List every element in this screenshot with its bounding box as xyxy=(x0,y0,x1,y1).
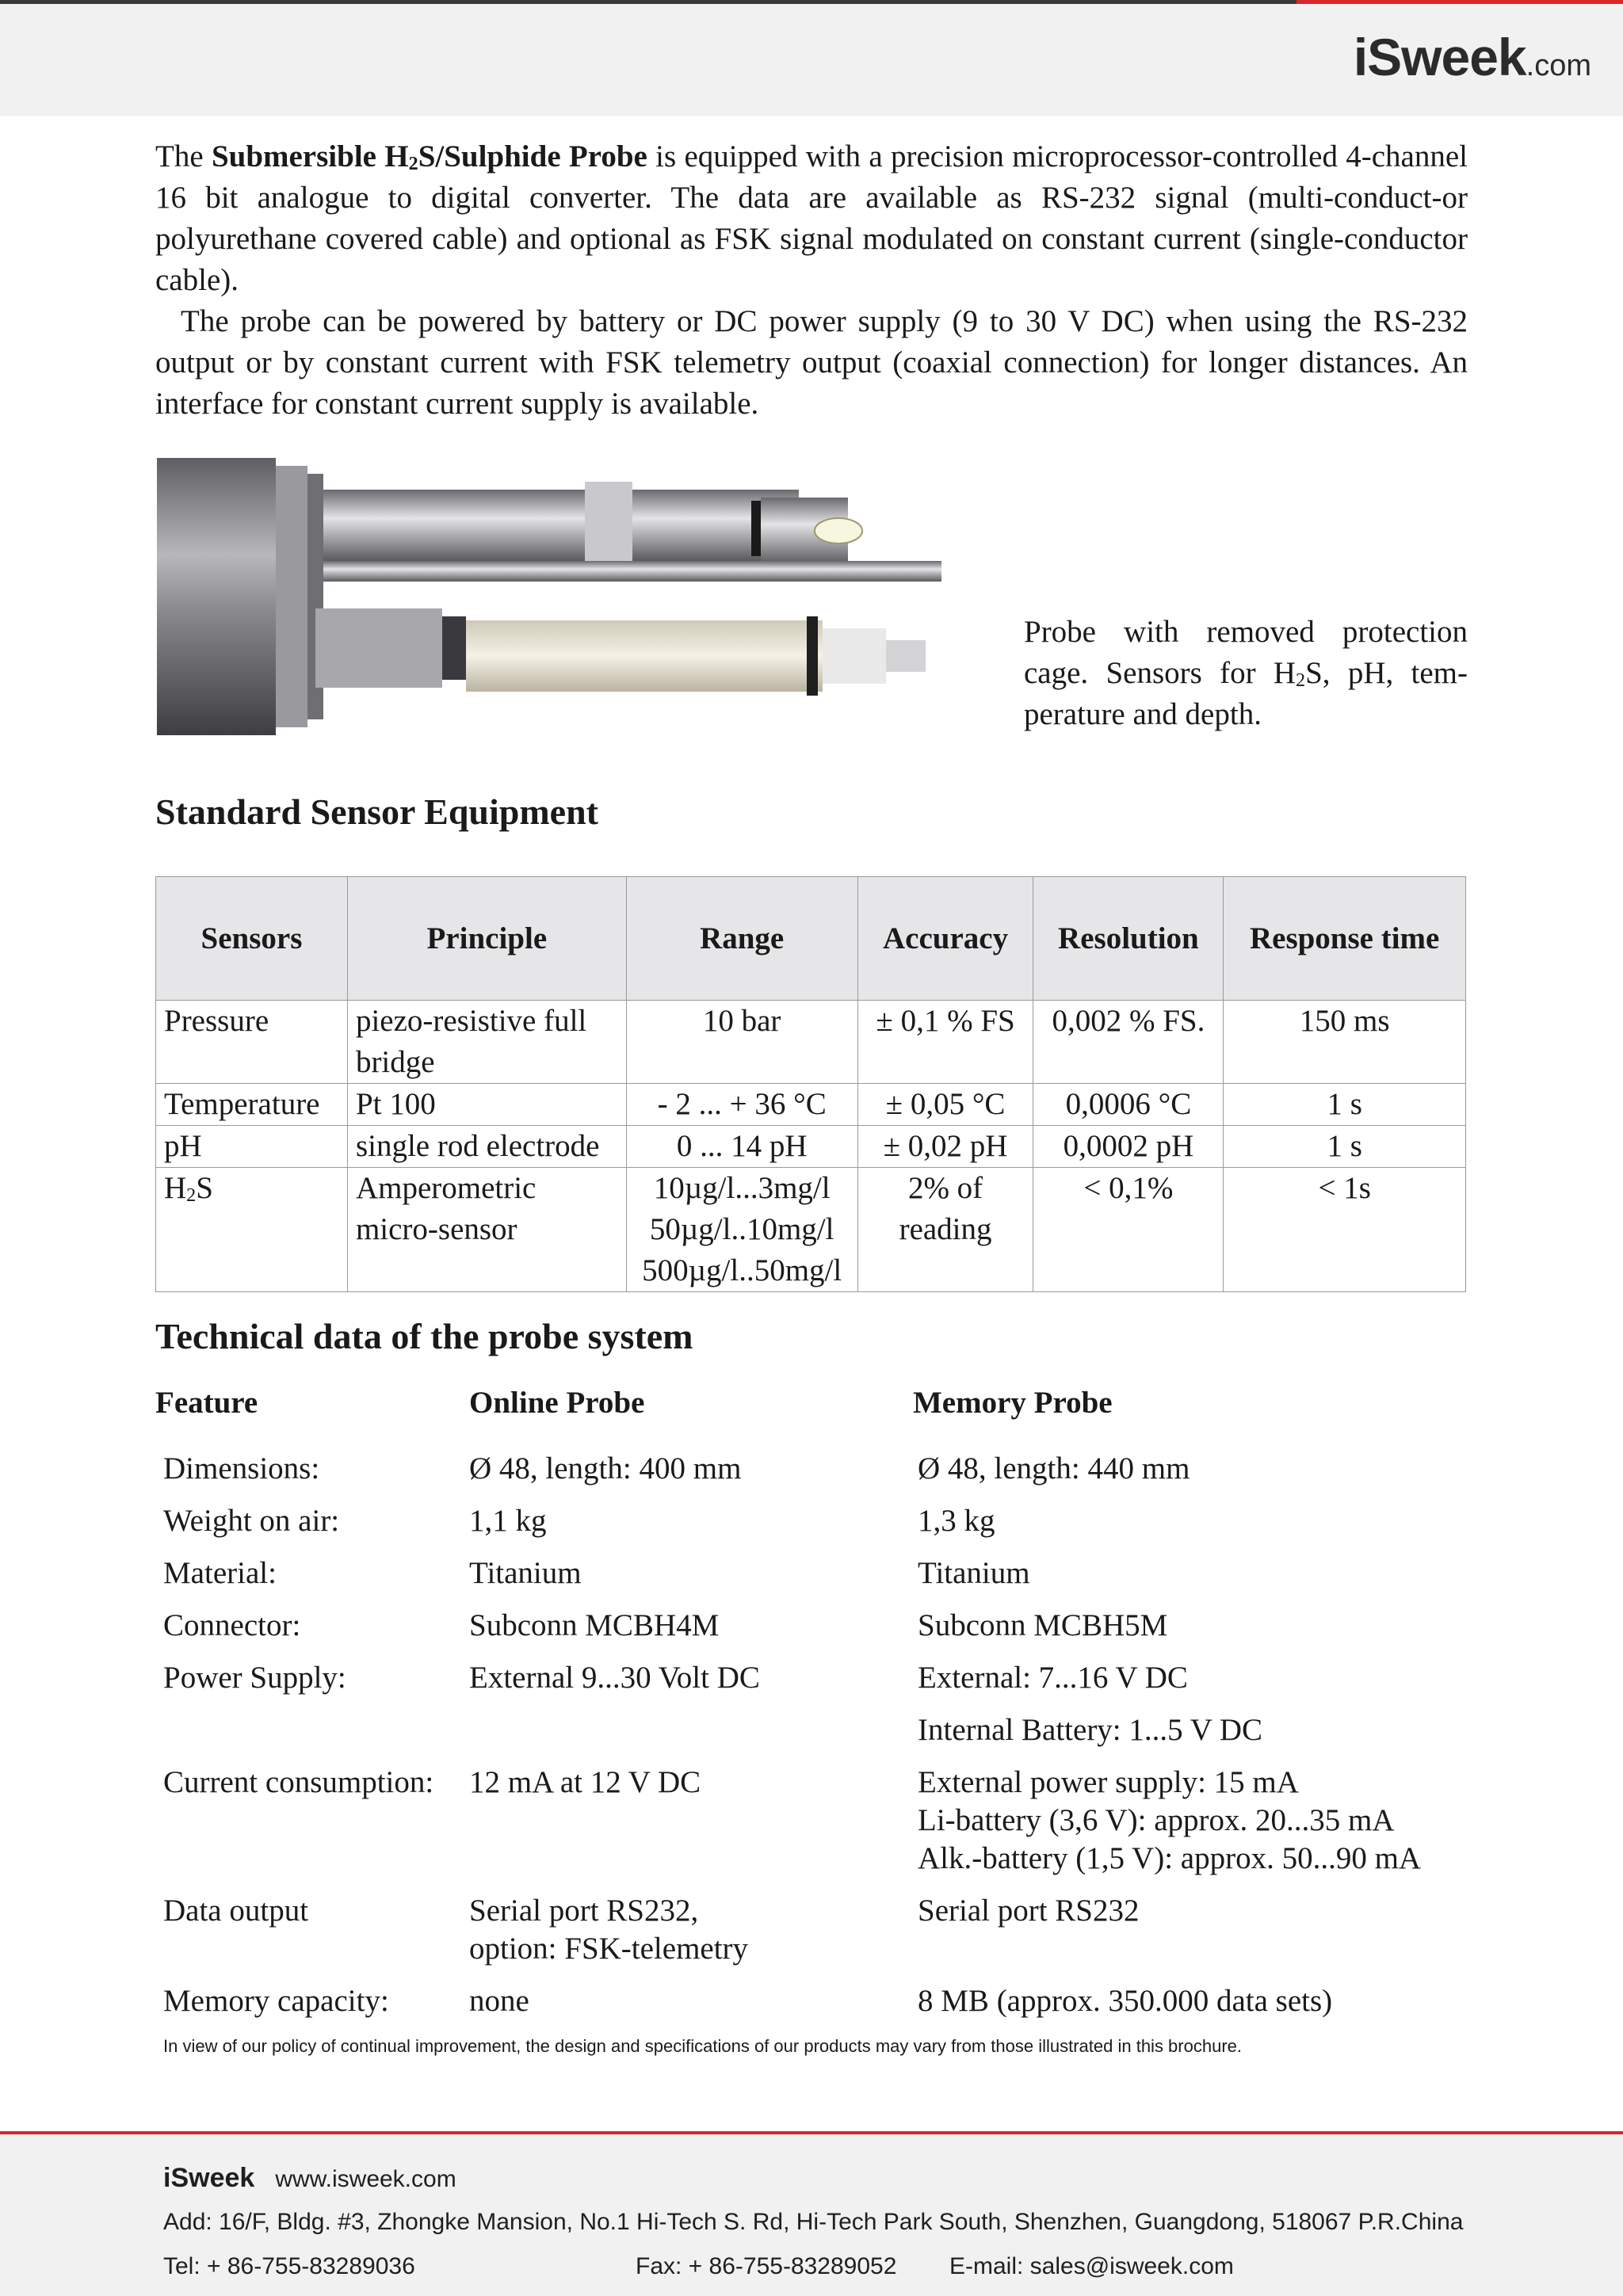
online-cell xyxy=(469,1892,918,1968)
header-rule-dark xyxy=(0,0,1296,4)
tech-header-feature: Feature xyxy=(155,1386,258,1420)
memory-cell: Titanium xyxy=(918,1556,1030,1590)
accuracy-line-1: 2% of xyxy=(907,1171,983,1205)
memory-line-1: External power supply: 15 mA xyxy=(918,1765,1299,1799)
cell-sensor: Temperature xyxy=(156,1084,348,1126)
online-cell: Subconn MCBH4M xyxy=(469,1608,720,1642)
row-gap xyxy=(163,1749,1510,1764)
logo-wordmark: iSweek xyxy=(1353,28,1526,86)
memory-cell: Internal Battery: 1...5 V DC xyxy=(918,1713,1263,1747)
cell-resolution: 0,0002 pH xyxy=(1033,1126,1224,1168)
footer-contact-line xyxy=(163,2253,1510,2280)
memory-cell xyxy=(918,1764,1510,1878)
memory-line-3: Alk.-battery (1,5 V): approx. 50...90 mA xyxy=(918,1841,1422,1875)
probe-illustration xyxy=(157,458,949,735)
tech-section-title: Technical data of the probe system xyxy=(155,1316,693,1356)
footer-logo: iSweek xyxy=(163,2163,255,2193)
cell-principle: single rod electrode xyxy=(347,1126,626,1168)
cell-range xyxy=(626,1168,857,1292)
row-gap xyxy=(163,1645,1510,1659)
table-row xyxy=(163,1764,1510,1878)
table-row xyxy=(163,1450,1510,1488)
col-header-response-time: Response time xyxy=(1224,877,1466,1001)
footer-url-link[interactable]: www.isweek.com xyxy=(275,2166,456,2192)
feature-cell xyxy=(163,1711,469,1749)
table-row xyxy=(163,1711,1510,1749)
footer-address: Add: 16/F, Bldg. #3, Zhongke Mansion, No.1 Hi-Tech S. Rd, Hi-Tech Park South, Shenzhen, Guangdong, 518067 P.R.China xyxy=(163,2209,1464,2235)
col-header-accuracy: Accuracy xyxy=(857,877,1033,1001)
col-header-resolution: Resolution xyxy=(1033,877,1224,1001)
table-row xyxy=(163,1659,1510,1697)
table-row xyxy=(163,1892,1510,1968)
cell-sensor: pH xyxy=(156,1126,348,1168)
page-footer xyxy=(0,2131,1623,2296)
tech-header-memory: Memory Probe xyxy=(913,1386,1113,1420)
row-gap xyxy=(163,1488,1510,1502)
isweek-logo[interactable] xyxy=(1354,27,1591,87)
memory-cell: 8 MB (approx. 350.000 data sets) xyxy=(918,1984,1333,2018)
tech-data-grid xyxy=(163,1450,1510,2020)
cell-sensor: Pressure xyxy=(156,1001,348,1084)
cell-response: 1 s xyxy=(1224,1084,1466,1126)
feature-cell: Weight on air: xyxy=(163,1504,340,1538)
product-name xyxy=(212,139,647,174)
table-row xyxy=(163,1554,1510,1592)
table-row xyxy=(163,1502,1510,1540)
feature-cell: Current consumption: xyxy=(163,1765,434,1799)
row-gap xyxy=(163,1878,1510,1892)
table-row xyxy=(163,1607,1510,1645)
memory-line-2: Li-battery (3,6 V): approx. 20...35 mA xyxy=(918,1803,1395,1837)
online-line-1: Serial port RS232, xyxy=(469,1894,699,1928)
intro-p1-rest: is equipped with a precision microprocessor-controlled 4-channel 16 bit analogue to digital converter. The data are available as RS-232 signal (multi-conduct-or polyurethane covered cable) and optional as FSK signal modulated on constant current (single-conductor cable). xyxy=(155,139,1468,297)
sensor-table-header xyxy=(156,877,1466,1001)
footer-tel: Tel: + 86-755-83289036 xyxy=(163,2253,415,2279)
memory-cell: Serial port RS232 xyxy=(918,1894,1140,1928)
memory-cell: External: 7...16 V DC xyxy=(918,1661,1188,1695)
table-row xyxy=(156,1168,1466,1292)
range-line-2: 50µg/l..10mg/l xyxy=(649,1212,834,1246)
intro-text xyxy=(155,136,1468,425)
footer-brand-line xyxy=(163,2163,456,2194)
cell-principle: piezo-resistive full bridge xyxy=(347,1001,626,1084)
h2s-sub: 2 xyxy=(186,1184,197,1206)
col-header-principle: Principle xyxy=(347,877,626,1001)
col-header-sensors: Sensors xyxy=(156,877,348,1001)
cell-accuracy xyxy=(857,1168,1033,1292)
table-row xyxy=(156,1084,1466,1126)
intro-p1-start: The xyxy=(155,139,212,174)
footer-fax: Fax: + 86-755-83289052 xyxy=(636,2253,897,2279)
cell-sensor xyxy=(156,1168,348,1292)
cell-response: 1 s xyxy=(1224,1126,1466,1168)
online-cell: 12 mA at 12 V DC xyxy=(469,1765,701,1799)
memory-cell: 1,3 kg xyxy=(918,1504,995,1538)
cell-range: 0 ... 14 pH xyxy=(626,1126,857,1168)
range-line-3: 500µg/l..50mg/l xyxy=(642,1253,842,1287)
intro-paragraph-2: The probe can be powered by battery or DC power supply (9 to 30 V DC) when using the RS-232 output or by constant current with FSK telemetry output (coaxial connection) for longer distances. An interface for constant current supply is available. xyxy=(155,304,1468,421)
disclaimer-text: In view of our policy of continual improvement, the design and specifications of our products may vary from those illustrated in this brochure. xyxy=(163,2036,1243,2056)
feature-cell: Dimensions: xyxy=(163,1451,320,1486)
cell-response: 150 ms xyxy=(1224,1001,1466,1084)
sensor-section-title: Standard Sensor Equipment xyxy=(155,791,598,832)
row-gap xyxy=(163,1540,1510,1554)
row-gap xyxy=(163,1968,1510,1982)
caption-b: S, pH, tem-perature and depth. xyxy=(1024,656,1468,731)
cell-resolution: < 0,1% xyxy=(1033,1168,1224,1292)
table-row xyxy=(156,1126,1466,1168)
cell-accuracy: ± 0,02 pH xyxy=(857,1126,1033,1168)
table-row xyxy=(163,1982,1510,2020)
feature-cell: Memory capacity: xyxy=(163,1984,389,2018)
online-cell xyxy=(469,1711,918,1749)
h2s-a: H xyxy=(164,1171,187,1205)
memory-cell: Ø 48, length: 440 mm xyxy=(918,1451,1190,1486)
caption-sub: 2 xyxy=(1296,669,1306,691)
footer-email-link[interactable]: E-mail: sales@isweek.com xyxy=(949,2253,1234,2279)
online-line-2: option: FSK-telemetry xyxy=(469,1932,749,1966)
row-gap xyxy=(163,1592,1510,1607)
product-name-a: Submersible H xyxy=(211,139,409,174)
cell-accuracy: ± 0,05 °C xyxy=(857,1084,1033,1126)
cell-resolution: 0,0006 °C xyxy=(1033,1084,1224,1126)
intro-paragraph-1 xyxy=(155,136,1468,301)
cell-resolution: 0,002 % FS. xyxy=(1033,1001,1224,1084)
online-cell: 1,1 kg xyxy=(469,1504,547,1538)
logo-suffix: .com xyxy=(1526,49,1591,82)
accuracy-line-2: reading xyxy=(899,1212,992,1246)
caption-a: Probe with removed protection cage. Sensors for H xyxy=(1024,615,1468,690)
feature-cell: Power Supply: xyxy=(163,1661,346,1695)
cell-principle: Amperometric micro-sensor xyxy=(347,1168,626,1292)
cell-range: 10 bar xyxy=(626,1001,857,1084)
sensor-table xyxy=(155,876,1466,1292)
cell-range: - 2 ... + 36 °C xyxy=(626,1084,857,1126)
photo-caption xyxy=(1024,612,1468,735)
page-header xyxy=(0,0,1623,116)
cell-principle: Pt 100 xyxy=(347,1084,626,1126)
online-cell: Titanium xyxy=(469,1556,582,1590)
product-name-b: S/Sulphide Probe xyxy=(418,139,647,174)
feature-cell: Connector: xyxy=(163,1608,301,1642)
product-name-sub: 2 xyxy=(408,153,418,174)
row-gap xyxy=(163,1697,1510,1711)
cell-response: < 1s xyxy=(1224,1168,1466,1292)
range-line-1: 10µg/l...3mg/l xyxy=(653,1171,831,1205)
header-rule-red xyxy=(1296,0,1623,4)
h2s-b: S xyxy=(196,1171,213,1205)
online-cell: Ø 48, length: 400 mm xyxy=(469,1451,742,1486)
col-header-range: Range xyxy=(626,877,857,1001)
memory-cell: Subconn MCBH5M xyxy=(918,1608,1168,1642)
online-cell: External 9...30 Volt DC xyxy=(469,1661,760,1695)
table-row xyxy=(156,1001,1466,1084)
feature-cell: Material: xyxy=(163,1556,277,1590)
online-cell: none xyxy=(469,1984,529,2018)
cell-accuracy: ± 0,1 % FS xyxy=(857,1001,1033,1084)
feature-cell: Data output xyxy=(163,1894,309,1928)
probe-photo xyxy=(157,458,949,735)
tech-header-online: Online Probe xyxy=(469,1386,645,1420)
